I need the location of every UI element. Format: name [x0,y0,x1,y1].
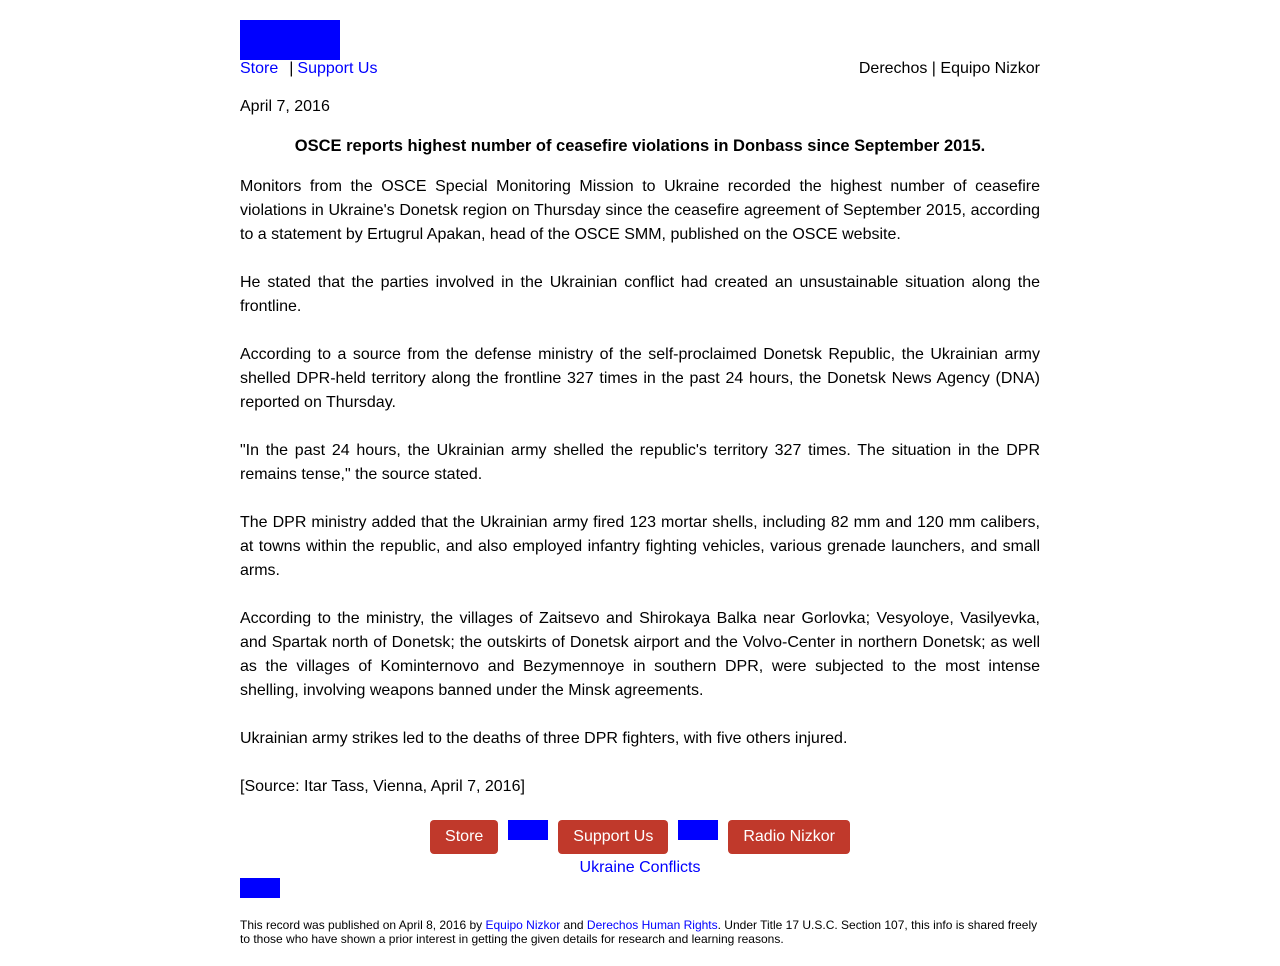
top-navigation [240,60,1040,82]
article-source: [Source: Itar Tass, Vienna, April 7, 2016] [240,778,525,795]
article-paragraph: The DPR ministry added that the Ukrainian army fired 123 mortar shells, including 82 mm and 120 mm calibers, at towns within the republic, and also employed infantry fighting vehicles, various grenade launchers, and small arms. [240,514,1040,579]
store-button[interactable]: Store [430,820,498,854]
nav-separator: | [289,60,294,77]
footer-image-placeholder[interactable] [508,820,548,840]
top-nav-links [240,60,377,78]
publication-notice [240,918,1040,946]
article-date: April 7, 2016 [240,98,330,115]
article-paragraph: He stated that the parties involved in the Ukrainian conflict had created an unsustainable situation along the frontline. [240,274,1040,315]
radio-nizkor-button[interactable]: Radio Nizkor [728,820,850,854]
equipo-nizkor-link[interactable]: Equipo Nizkor [485,918,561,932]
nav-support-link[interactable]: Support Us [297,60,378,77]
footer-navigation [240,820,1040,854]
notice-text: and [563,918,584,932]
notice-text: This record was published on April 8, 2016 by [240,918,483,932]
article-paragraph: Monitors from the OSCE Special Monitoring Mission to Ukraine recorded the highest number of ceasefire violations in Ukraine's Donetsk region on Thursday since the ceasefire agreement of September 2015, according to a statement by Ertugrul Apakan, head of the OSCE SMM, published on the OSCE website. [240,178,1040,243]
article-title: OSCE reports highest number of ceasefire violations in Donbass since September 2015. [294,137,986,155]
notice-text: . Under Title 17 U.S.C. Section 107, this info is shared freely to those who have shown a prior interest in getting the given details for research and learning reasons. [240,918,1038,946]
nav-store-link[interactable]: Store [240,60,279,77]
article-paragraph: According to the ministry, the villages of Zaitsevo and Shirokaya Balka near Gorlovka; Vesyoloye, Vasilyevka, and Spartak north of Donetsk; the outskirts of Donetsk airport and the Volvo-Center in northern Donetsk; as well as the villages of Kominternovo and Bezymennoye in southern DPR, were subjected to the most intense shelling, involving weapons banned under the Minsk agreements. [240,610,1040,699]
article-body [240,175,1040,799]
footer-image-placeholder[interactable] [678,820,718,840]
site-logo[interactable] [240,20,340,60]
article-paragraph: "In the past 24 hours, the Ukrainian army shelled the republic's territory 327 times. The situation in the DPR remains tense," the source stated. [240,442,1040,483]
category-link-row [240,859,1040,877]
derechos-human-rights-link[interactable]: Derechos Human Rights [586,918,718,932]
footer-image-placeholder[interactable] [240,878,280,898]
ukraine-conflicts-link[interactable]: Ukraine Conflicts [579,859,701,876]
article-paragraph: Ukrainian army strikes led to the deaths of three DPR fighters, with five others injured. [240,730,848,747]
support-us-button[interactable]: Support Us [558,820,668,854]
article-paragraph: According to a source from the defense ministry of the self-proclaimed Donetsk Republic, the Ukrainian army shelled DPR-held territory along the frontline 327 times in the past 24 hours, the Donetsk News Agency (DNA) reported on Thursday. [240,346,1040,411]
site-credit: Derechos | Equipo Nizkor [858,60,1040,77]
page-container [240,20,1040,946]
